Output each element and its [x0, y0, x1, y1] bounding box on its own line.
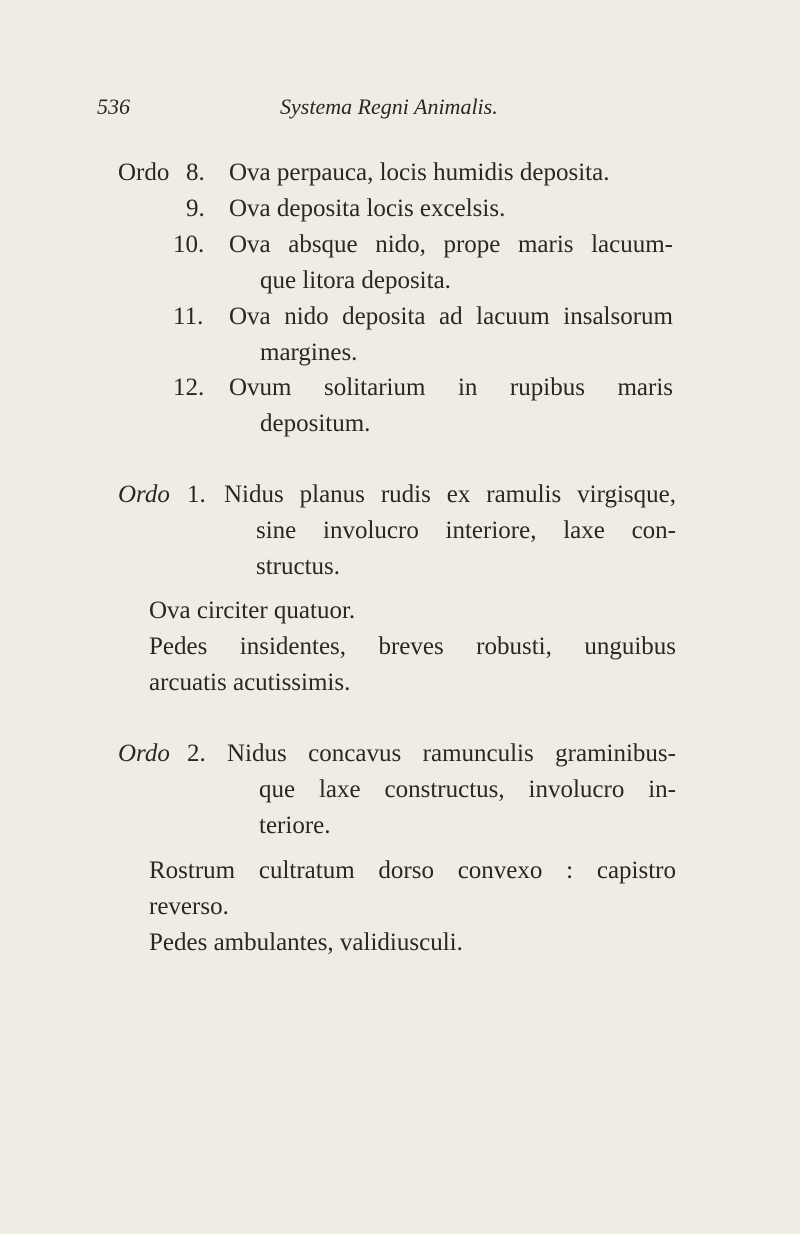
page-header: [97, 94, 697, 134]
detail-line: Pedes insidentes, breves robusti, unguibus: [149, 633, 676, 660]
ordo-number: 2.: [187, 740, 206, 767]
item-number: 9.: [186, 195, 205, 222]
nest-description: que laxe constructus, involucro in-: [259, 776, 676, 803]
item-text: Ova perpauca, locis humidis deposita.: [229, 159, 610, 186]
nest-description: Nidus planus rudis ex ramulis virgisque,: [224, 481, 676, 508]
detail-line: Pedes ambulantes, validiusculi.: [149, 929, 463, 956]
item-text: que litora deposita.: [260, 267, 451, 294]
item-number: 11.: [173, 303, 204, 330]
detail-line: arcuatis acutissimis.: [149, 669, 351, 696]
item-text: Ova deposita locis excelsis.: [229, 195, 506, 222]
running-title: Systema Regni Animalis.: [280, 94, 498, 119]
ordo-label: Ordo: [118, 481, 170, 508]
nest-description: sine involucro interiore, laxe con-: [256, 517, 676, 544]
item-text: Ova absque nido, prope maris lacuum-: [229, 231, 673, 258]
item-text: margines.: [260, 339, 358, 366]
item-text: Ovum solitarium in rupibus maris: [229, 374, 673, 401]
item-number: 10.: [173, 231, 205, 258]
nest-description: Nidus concavus ramunculis graminibus-: [227, 740, 676, 767]
ordo-number: 1.: [187, 481, 206, 508]
item-number: 12.: [173, 374, 205, 401]
item-text: Ova nido deposita ad lacuum insalsorum: [229, 303, 673, 330]
detail-line: reverso.: [149, 893, 229, 920]
detail-line: Rostrum cultratum dorso convexo : capistro: [149, 857, 676, 884]
detail-line: Ova circiter quatuor.: [149, 597, 356, 624]
item-number: 8.: [186, 159, 205, 186]
nest-description: structus.: [256, 553, 341, 580]
nest-description: teriore.: [259, 812, 331, 839]
page-number: 536: [97, 94, 130, 119]
ordo-label: Ordo: [118, 159, 170, 186]
ordo-label: Ordo: [118, 740, 170, 767]
item-text: depositum.: [260, 410, 371, 437]
